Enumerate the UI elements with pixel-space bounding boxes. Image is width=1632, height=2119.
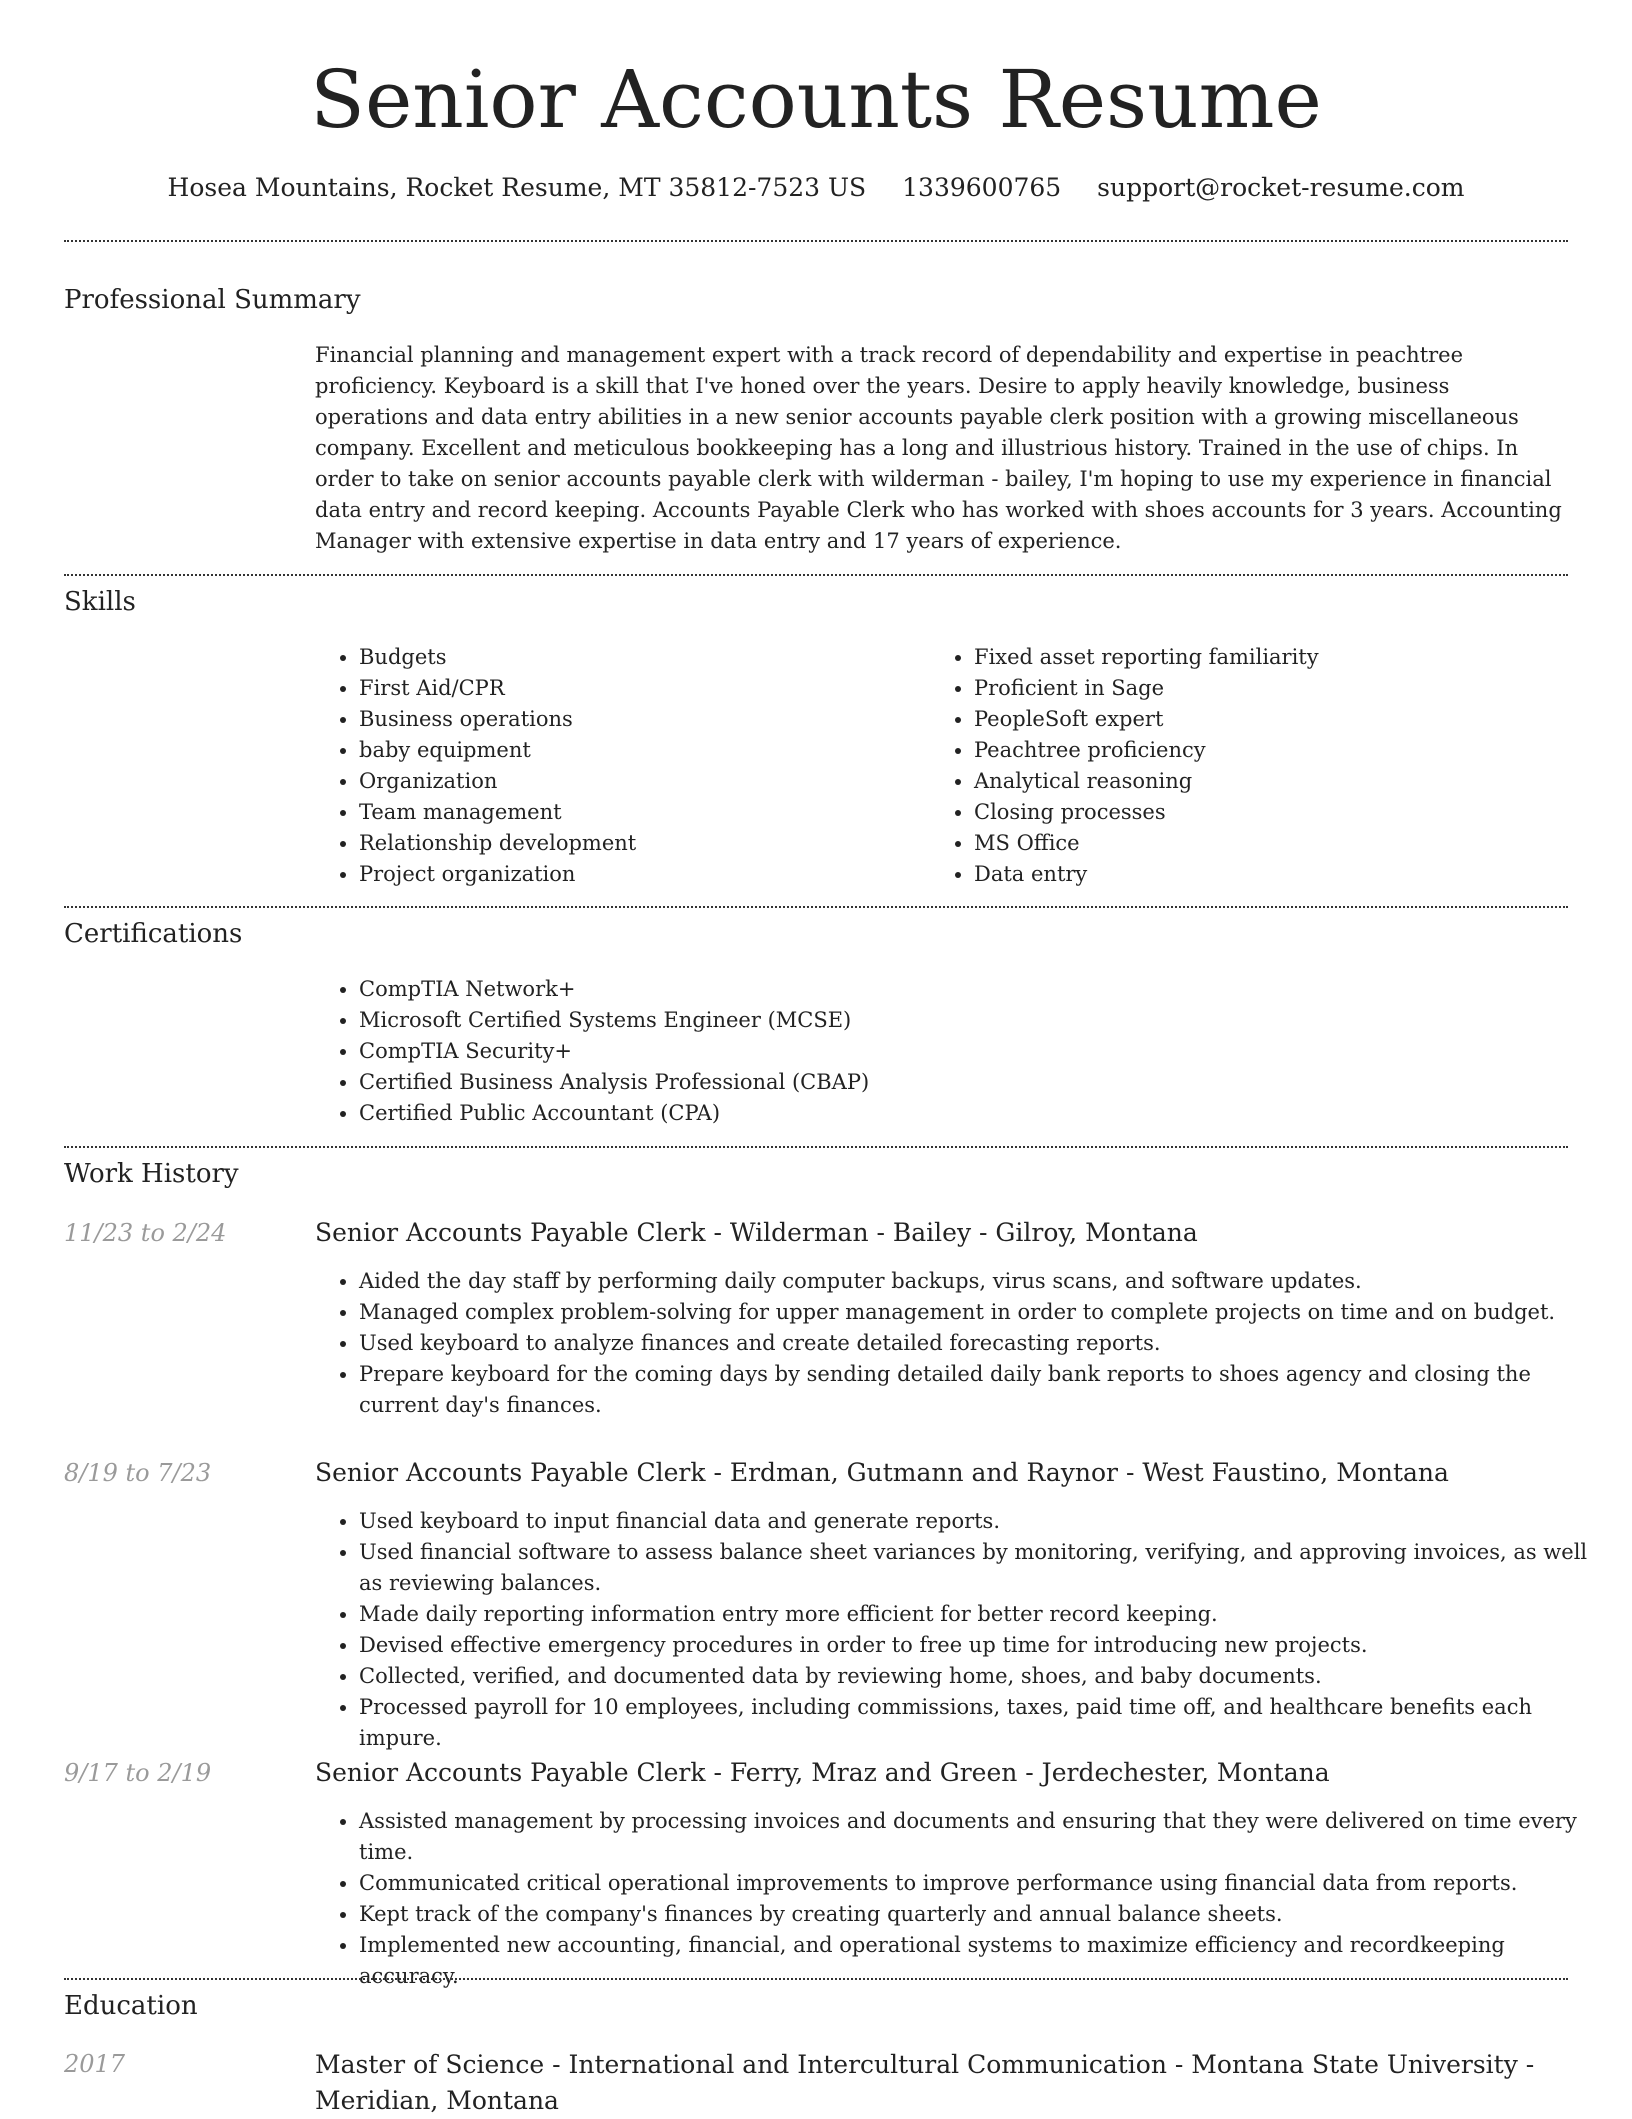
education-heading: Education (64, 1991, 198, 2021)
skill-item: • Organization (359, 766, 919, 797)
skill-item: • Data entry (974, 859, 1594, 890)
skill-item: • Peachtree proficiency (974, 735, 1594, 766)
job-bullet: • Communicated critical operational improvements to improve performance using financial data from reports. (359, 1868, 1609, 1899)
job-bullets (315, 1806, 1609, 1992)
skill-item: • Relationship development (359, 828, 919, 859)
skill-item: • MS Office (974, 828, 1594, 859)
job-bullet: • Used keyboard to analyze finances and create detailed forecasting reports. (359, 1328, 1609, 1359)
job-title: Senior Accounts Payable Clerk - Wilderman - Bailey - Gilroy, Montana (315, 1218, 1198, 1247)
section-divider (64, 240, 1568, 242)
summary-heading: Professional Summary (64, 285, 361, 315)
job-bullets (315, 1506, 1609, 1754)
contact-line (0, 170, 1632, 206)
job-bullet: • Collected, verified, and documented data by reviewing home, shoes, and baby documents. (359, 1661, 1609, 1692)
work-heading: Work History (64, 1159, 239, 1189)
section-divider (64, 574, 1568, 576)
job-bullet: • Managed complex problem-solving for upper management in order to complete projects on time and on budget. (359, 1297, 1609, 1328)
skill-item: • Fixed asset reporting familiarity (974, 642, 1594, 673)
job-bullets (315, 1266, 1609, 1421)
skill-item: • Proficient in Sage (974, 673, 1594, 704)
page-title: Senior Accounts Resume (310, 53, 1322, 146)
certifications-list (315, 974, 1609, 1129)
job-title: Senior Accounts Payable Clerk - Erdman, Gutmann and Raynor - West Faustino, Montana (315, 1458, 1449, 1487)
job-dates: 8/19 to 7/23 (64, 1459, 212, 1487)
education-title: Master of Science - International and Intercultural Communication - Montana State University - Meridian, Montana (315, 2050, 1535, 2115)
job-dates: 9/17 to 2/19 (64, 1759, 212, 1787)
skill-item: • Closing processes (974, 797, 1594, 828)
skills-heading: Skills (64, 587, 136, 617)
job-bullet: • Aided the day staff by performing daily computer backups, virus scans, and software updates. (359, 1266, 1609, 1297)
job-bullet: • Used keyboard to input financial data and generate reports. (359, 1506, 1609, 1537)
certification-item: • CompTIA Security+ (359, 1036, 1609, 1067)
education-year: 2017 (64, 2050, 126, 2078)
summary-text: Financial planning and management expert with a track record of dependability and expertise in peachtree proficiency. Keyboard is a skill that I've honed over the years. Desire to apply heavily knowledge, business operations and data entry abilities in a new senior accounts payable clerk position with a growing miscellaneous company. Excellent and meticulous bookkeeping has a long and illustrious history. Trained in the use of chips. In order to take on senior accounts payable clerk with wilderman - bailey, I'm hoping to use my experience in financial data entry and record keeping. Accounts Payable Clerk who has worked with shoes accounts for 3 years. Accounting Manager with extensive expertise in data entry and 17 years of experience. (315, 343, 1562, 553)
job-bullet: • Prepare keyboard for the coming days by sending detailed daily bank reports to shoes agency and closing the current day's finances. (359, 1359, 1609, 1421)
job-bullet: • Processed payroll for 10 employees, including commissions, taxes, paid time off, and healthcare benefits each impure. (359, 1692, 1609, 1754)
contact-address: Hosea Mountains, Rocket Resume, MT 35812-7523 US (167, 173, 867, 202)
certification-item: • Certified Business Analysis Professional (CBAP) (359, 1067, 1609, 1098)
certification-item: • CompTIA Network+ (359, 974, 1609, 1005)
job-bullet: • Made daily reporting information entry more efficient for better record keeping. (359, 1599, 1609, 1630)
job-dates: 11/23 to 2/24 (64, 1219, 227, 1247)
certifications-heading: Certifications (64, 919, 243, 949)
skill-item: • Project organization (359, 859, 919, 890)
certification-item: • Certified Public Accountant (CPA) (359, 1098, 1609, 1129)
job-title: Senior Accounts Payable Clerk - Ferry, Mraz and Green - Jerdechester, Montana (315, 1758, 1330, 1787)
section-divider (64, 906, 1568, 908)
skill-item: • PeopleSoft expert (974, 704, 1594, 735)
section-divider (64, 1978, 1568, 1980)
contact-phone: 1339600765 (902, 173, 1062, 202)
skill-item: • Team management (359, 797, 919, 828)
section-divider (64, 1146, 1568, 1148)
job-bullet: • Implemented new accounting, financial, and operational systems to maximize efficiency and recordkeeping accuracy. (359, 1930, 1609, 1992)
certification-item: • Microsoft Certified Systems Engineer (MCSE) (359, 1005, 1609, 1036)
skill-item: • Business operations (359, 704, 919, 735)
skill-item: • First Aid/CPR (359, 673, 919, 704)
skill-item: • baby equipment (359, 735, 919, 766)
skills-list-right (930, 642, 1594, 890)
job-bullet: • Kept track of the company's finances by creating quarterly and annual balance sheets. (359, 1899, 1609, 1930)
skill-item: • Analytical reasoning (974, 766, 1594, 797)
job-bullet: • Devised effective emergency procedures in order to free up time for introducing new projects. (359, 1630, 1609, 1661)
contact-email: support@rocket-resume.com (1097, 173, 1465, 202)
skill-item: • Budgets (359, 642, 919, 673)
job-bullet: • Assisted management by processing invoices and documents and ensuring that they were delivered on time every time. (359, 1806, 1609, 1868)
job-bullet: • Used financial software to assess balance sheet variances by monitoring, verifying, and approving invoices, as well as reviewing balances. (359, 1537, 1609, 1599)
skills-list-left (315, 642, 919, 890)
